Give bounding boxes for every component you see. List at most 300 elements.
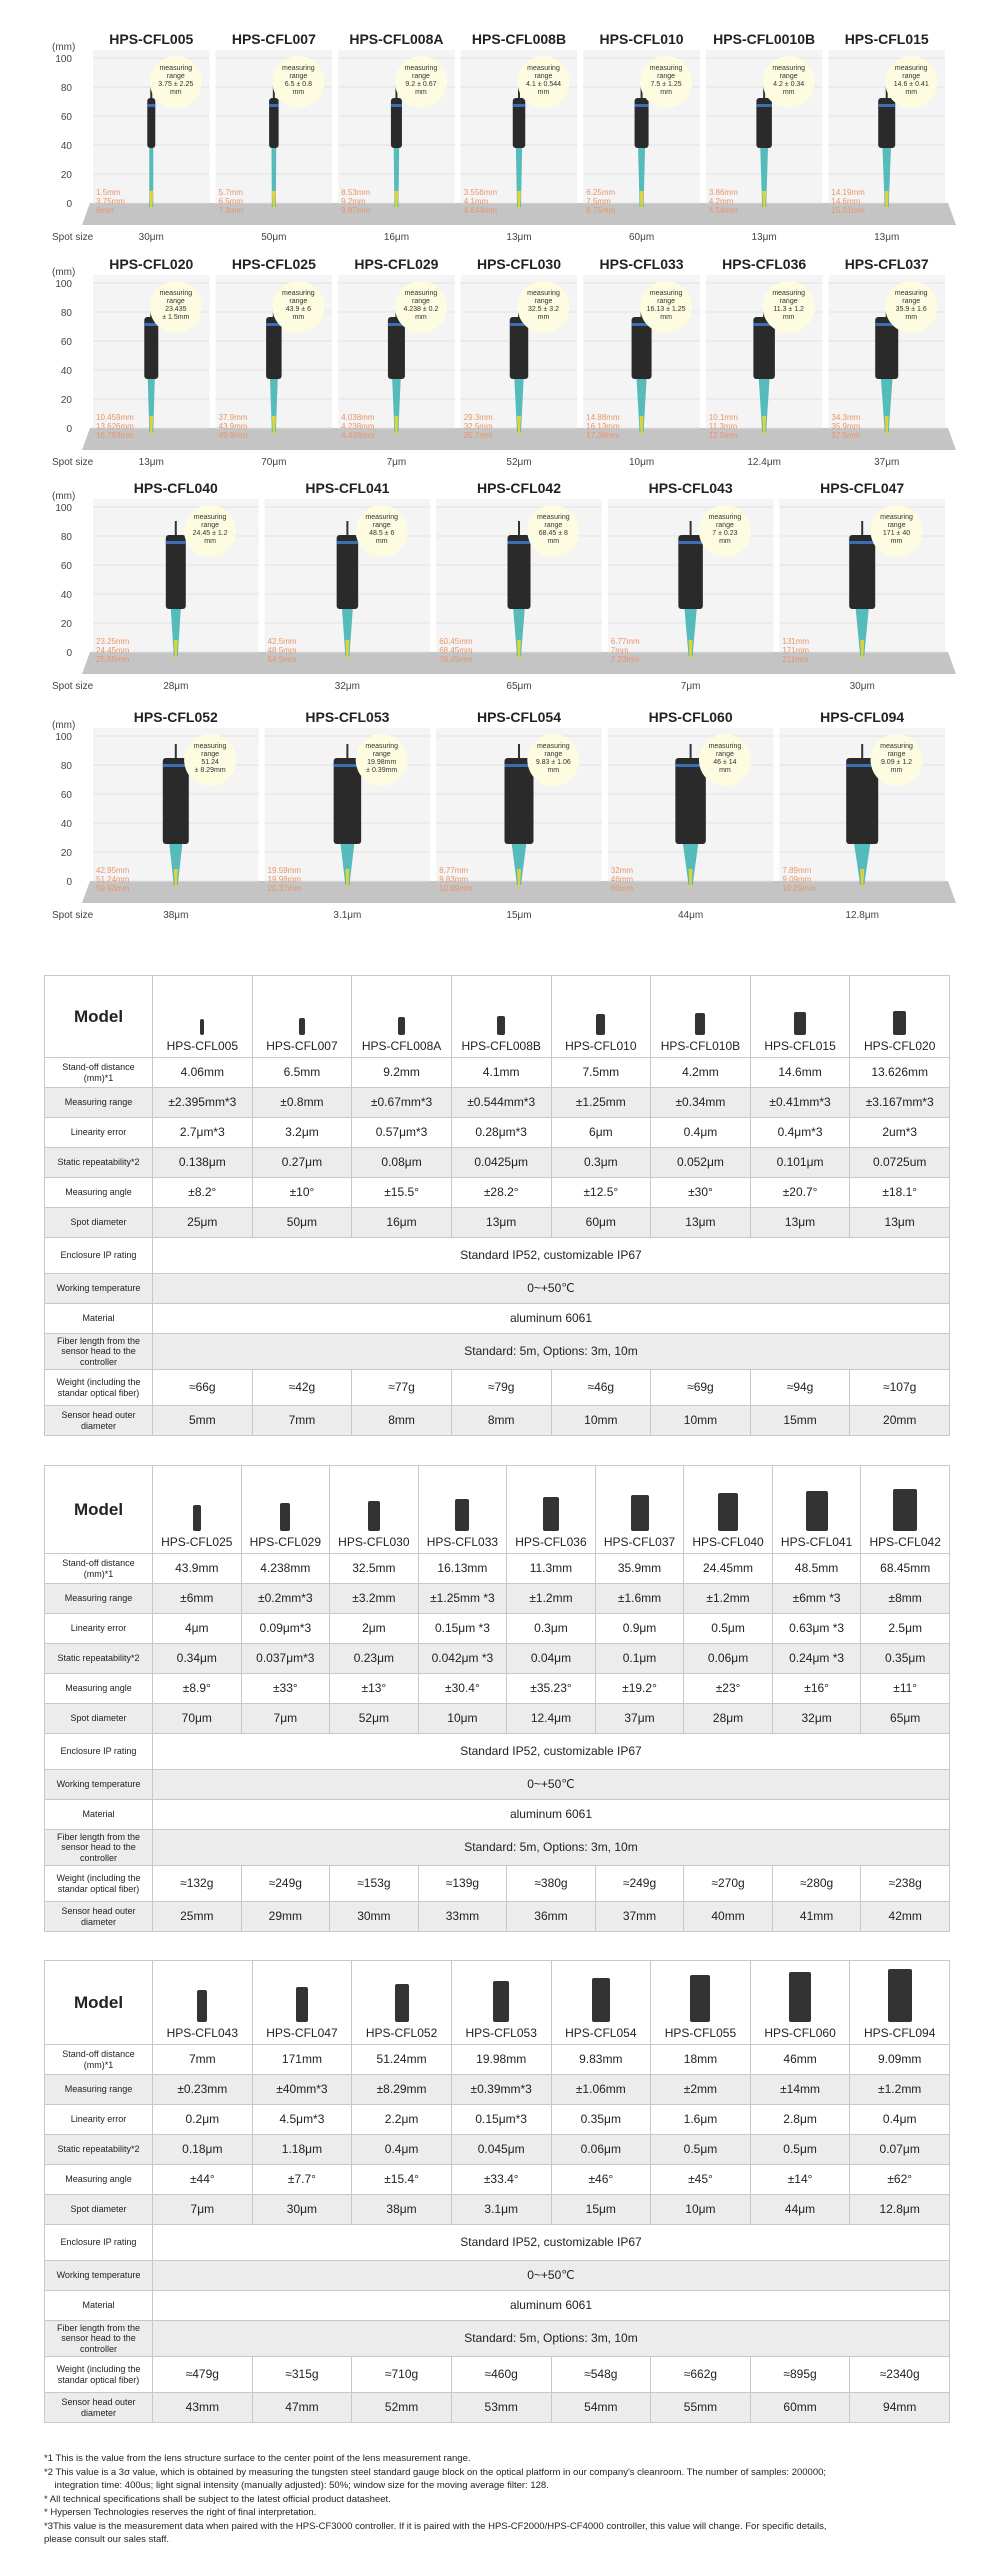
- sensor-head-icon: [893, 1489, 917, 1531]
- range-text: mm: [537, 89, 550, 96]
- range-text: 68.45 ± 8: [538, 530, 568, 537]
- range-text: measuring: [159, 65, 193, 72]
- sensor-band: [269, 104, 279, 107]
- spec-value: 1.6μm: [651, 2105, 751, 2135]
- spec-value: 0.2μm: [153, 2105, 253, 2135]
- sensor-head-icon: [200, 1019, 204, 1035]
- distance-label: 7.5mm: [586, 197, 611, 206]
- spec-value: ±7.7°: [252, 2165, 352, 2195]
- spec-value: 9.09mm: [850, 2045, 950, 2075]
- spot-size-label: Spot size: [52, 681, 94, 692]
- spec-row-weight: [45, 1866, 950, 1902]
- spec-table-2: [44, 1465, 950, 1932]
- sensor-head-icon: [197, 1990, 207, 2022]
- spec-value: 1.18μm: [252, 2135, 352, 2165]
- spec-value: ≈69g: [651, 1370, 751, 1406]
- spec-value: ±12.5°: [551, 1178, 651, 1208]
- range-text: 32.5 ± 3.2: [527, 306, 560, 313]
- spec-value: 43mm: [153, 2393, 253, 2423]
- spec-value: 0.9μm: [595, 1614, 684, 1644]
- spec-label: Fiber length from the sensor head to the controller: [45, 1334, 153, 1370]
- spec-value: 2.7μm*3: [153, 1118, 253, 1148]
- spec-row-weight: [45, 1370, 950, 1406]
- model-name: HPS-CFL007: [266, 1039, 338, 1054]
- range-text: measuring: [649, 65, 683, 72]
- range-text: range: [534, 298, 553, 305]
- spec-value: 0.57μm*3: [352, 1118, 452, 1148]
- spec-row-linearity: [45, 1118, 950, 1148]
- model-header-cell: [451, 1961, 551, 2045]
- sensor-head-icon: [543, 1497, 559, 1531]
- spec-value: 0.052μm: [651, 1148, 751, 1178]
- spec-value: ≈77g: [352, 1370, 452, 1406]
- model-header-cell: [850, 976, 950, 1058]
- range-text: mm: [890, 767, 903, 774]
- axis-unit: (mm): [52, 42, 76, 53]
- distance-label: 6.5mm: [218, 197, 244, 206]
- distance-label: 7.89mm: [782, 866, 812, 875]
- spec-value: ±0.34mm: [651, 1088, 751, 1118]
- spec-value: 4.1mm: [451, 1058, 551, 1088]
- spec-value: 7μm: [153, 2195, 253, 2225]
- spec-value: 52mm: [352, 2393, 452, 2423]
- model-name: HPS-CFL010B: [660, 1039, 741, 1054]
- spec-value: 41mm: [772, 1902, 861, 1932]
- spec-value: ≈46g: [551, 1370, 651, 1406]
- range-text: range: [902, 73, 921, 80]
- range-text: measuring: [404, 65, 438, 72]
- spec-value: ±2.395mm*3: [153, 1088, 253, 1118]
- spec-value: 0.4μm: [352, 2135, 452, 2165]
- spec-label: Spot diameter: [45, 1704, 153, 1734]
- model-header-cell: [507, 1466, 596, 1554]
- spec-label: Enclosure IP rating: [45, 1238, 153, 1274]
- distance-label: 14.6mm: [831, 197, 861, 206]
- range-text: measuring: [880, 514, 913, 521]
- spec-value: ±6mm: [153, 1584, 242, 1614]
- model-name: HPS-CFL047: [266, 2026, 338, 2041]
- spec-label: Linearity error: [45, 1614, 153, 1644]
- spec-value: 30μm: [252, 2195, 352, 2225]
- spec-row-temp: [45, 2261, 950, 2291]
- spec-value: 10μm: [651, 2195, 751, 2225]
- spec-label: Weight (including the standar optical fiber): [45, 2357, 153, 2393]
- spec-value: 16μm: [352, 1208, 452, 1238]
- spec-row-temp: [45, 1770, 950, 1800]
- spec-row-range: [45, 1584, 950, 1614]
- spec-value: 54mm: [551, 2393, 651, 2423]
- distance-label: 42.5mm: [267, 637, 297, 646]
- model-header-label: Model: [45, 976, 153, 1058]
- range-text: 19.98mm: [367, 759, 397, 766]
- spec-label: Stand-off distance (mm)*1: [45, 2045, 153, 2075]
- spec-value: 29mm: [241, 1902, 330, 1932]
- spec-value: 0.27μm: [252, 1148, 352, 1178]
- distance-label: 35.7mm: [463, 431, 493, 440]
- spec-value: 3.2μm: [252, 1118, 352, 1148]
- distance-label: 32mm: [610, 866, 634, 875]
- axis-tick-label: 0: [66, 424, 72, 435]
- spot-size-label: Spot size: [52, 457, 94, 468]
- spec-row-diameter: [45, 1902, 950, 1932]
- sensor-head-icon: [888, 1969, 912, 2022]
- spec-value: ±30°: [651, 1178, 751, 1208]
- product-model-title: HPS-CFL040: [133, 480, 218, 496]
- model-header-cell: [772, 1466, 861, 1554]
- range-text: range: [544, 522, 563, 529]
- distance-label: 10.89mm: [439, 884, 473, 893]
- spec-value: 0.5μm: [750, 2135, 850, 2165]
- spot-size-label: Spot size: [52, 232, 94, 243]
- spot-size-value: 38μm: [163, 910, 189, 921]
- spec-label: Fiber length from the sensor head to the controller: [45, 2321, 153, 2357]
- spec-value: 0.045μm: [451, 2135, 551, 2165]
- distance-label: 37.9mm: [218, 413, 248, 422]
- range-text: range: [372, 522, 391, 529]
- model-header-cell: [451, 976, 551, 1058]
- range-text: 6.5 ± 0.8: [284, 81, 312, 88]
- spec-label: Enclosure IP rating: [45, 1734, 153, 1770]
- model-name: HPS-CFL020: [864, 1039, 936, 1054]
- axis-tick-label: 60: [60, 790, 72, 801]
- sensor-head-icon: [592, 1978, 610, 2022]
- footnote-line: * Hypersen Technologies reserves the right of final interpretation.: [44, 2507, 317, 2518]
- range-text: range: [715, 522, 734, 529]
- distance-label: 76.45mm: [439, 655, 473, 664]
- range-text: mm: [415, 314, 427, 321]
- spec-value: ±1.2mm: [507, 1584, 596, 1614]
- spec-value: ≈249g: [241, 1866, 330, 1902]
- spec-value: ±16°: [772, 1674, 861, 1704]
- sensor-band: [508, 541, 531, 544]
- spec-value: 0.5μm: [684, 1614, 773, 1644]
- range-text: measuring: [365, 743, 399, 750]
- spot-size-value: 12.8μm: [845, 910, 879, 921]
- spec-value: 3.1μm: [451, 2195, 551, 2225]
- range-text: range: [887, 522, 906, 529]
- range-text: 3.75 ± 2.25: [158, 81, 194, 88]
- model-name: HPS-CFL036: [515, 1535, 587, 1550]
- spec-value: ±15.5°: [352, 1178, 452, 1208]
- distance-label: 9.83mm: [439, 875, 469, 884]
- sensor-band: [391, 104, 402, 107]
- spot-size-value: 7μm: [680, 681, 701, 692]
- spec-value: ±6mm *3: [772, 1584, 861, 1614]
- spec-row-linearity: [45, 1614, 950, 1644]
- spec-value: 8mm: [352, 1406, 452, 1436]
- sensor-head-icon: [893, 1011, 905, 1035]
- spec-value: 7mm: [252, 1406, 352, 1436]
- spec-value: 7μm: [241, 1704, 330, 1734]
- distance-label: 4.038mm: [341, 413, 375, 422]
- spot-size-value: 13μm: [751, 232, 777, 243]
- spec-value: 16.13mm: [418, 1554, 507, 1584]
- spec-value: 37mm: [595, 1902, 684, 1932]
- model-name: HPS-CFL029: [249, 1535, 321, 1550]
- spec-value: 14.6mm: [750, 1058, 850, 1088]
- spec-value: ±3.2mm: [330, 1584, 419, 1614]
- spec-label: Stand-off distance (mm)*1: [45, 1058, 153, 1088]
- spec-value: aluminum 6061: [153, 1800, 950, 1830]
- sensor-head-icon: [695, 1013, 705, 1035]
- spec-value: ±8.29mm: [352, 2075, 452, 2105]
- axis-tick-label: 80: [60, 308, 72, 319]
- spec-label: Working temperature: [45, 1770, 153, 1800]
- distance-label: 42.95mm: [96, 866, 130, 875]
- range-text: mm: [547, 767, 560, 774]
- spec-value: 0.4μm: [651, 1118, 751, 1148]
- model-name: HPS-CFL037: [603, 1535, 676, 1550]
- range-text: mm: [169, 89, 182, 96]
- sensor-head-icon: [193, 1505, 201, 1531]
- range-text: measuring: [404, 290, 438, 297]
- spec-table-1: [44, 975, 950, 1436]
- distance-label: 4.2mm: [708, 197, 734, 206]
- spot-size-value: 44μm: [677, 910, 704, 921]
- range-text: mm: [782, 89, 795, 96]
- distance-label: 6.25mm: [586, 188, 616, 197]
- distance-label: 9.2mm: [341, 197, 366, 206]
- range-text: measuring: [880, 743, 913, 750]
- range-text: 48.5 ± 6: [369, 530, 395, 537]
- model-name: HPS-CFL053: [465, 2026, 537, 2041]
- product-model-title: HPS-CFL007: [231, 31, 316, 47]
- distance-label: 8.77mm: [439, 866, 469, 875]
- distance-label: 171mm: [782, 646, 810, 655]
- spec-row-material: [45, 1800, 950, 1830]
- axis-tick-label: 20: [60, 619, 72, 630]
- range-text: 51.24: [201, 759, 219, 766]
- distance-label: 4.54mm: [708, 206, 738, 215]
- spec-value: Standard IP52, customizable IP67: [153, 1238, 950, 1274]
- spec-value: ±40mm*3: [252, 2075, 352, 2105]
- range-text: range: [887, 751, 906, 758]
- spec-value: 13μm: [451, 1208, 551, 1238]
- spec-label: Weight (including the standar optical fiber): [45, 1370, 153, 1406]
- sensor-head-icon: [596, 1014, 605, 1035]
- range-text: range: [201, 751, 220, 758]
- spec-label: Spot diameter: [45, 2195, 153, 2225]
- range-text: range: [779, 298, 798, 305]
- range-text: 9.2 ± 0.67: [405, 81, 437, 88]
- distance-label: 3.86mm: [708, 188, 738, 197]
- spec-value: 2.8μm: [750, 2105, 850, 2135]
- range-text: measuring: [894, 65, 928, 72]
- model-header-cell: [651, 1961, 751, 2045]
- range-text: measuring: [772, 65, 806, 72]
- spec-row-spot: [45, 2195, 950, 2225]
- spec-value: ±0.23mm: [153, 2075, 253, 2105]
- range-text: mm: [905, 314, 918, 321]
- axis-tick-label: 20: [60, 395, 72, 406]
- spec-value: ±30.4°: [418, 1674, 507, 1704]
- model-name: HPS-CFL010: [565, 1039, 637, 1054]
- spec-value: 0.63μm *3: [772, 1614, 861, 1644]
- range-text: measuring: [193, 514, 227, 521]
- spec-value: 11.3mm: [507, 1554, 596, 1584]
- spec-value: ≈380g: [507, 1866, 596, 1902]
- sensor-head-icon: [144, 317, 158, 379]
- sensor-band: [166, 541, 186, 544]
- model-header-cell: [684, 1466, 773, 1554]
- spec-value: ±19.2°: [595, 1674, 684, 1704]
- spec-value: 0~+50℃: [153, 2261, 950, 2291]
- spec-value: 2.5μm: [861, 1614, 950, 1644]
- spec-table-3: [44, 1960, 950, 2423]
- range-text: 16.13 ± 1.25: [646, 306, 686, 313]
- figure-row: [52, 31, 956, 243]
- footnote-line: *3This value is the measurement data when paired with the HPS-CF3000 controller. If it is paired with the HPS-CF2000/HPS-CF4000 controller, this value will change. For specific details,: [44, 2520, 827, 2532]
- sensor-band: [878, 104, 895, 107]
- spec-value: 10μm: [418, 1704, 507, 1734]
- figure-row: [52, 480, 956, 692]
- sensor-head-icon: [337, 535, 359, 609]
- distance-label: 9.09mm: [782, 875, 812, 884]
- spec-value: 25mm: [153, 1902, 242, 1932]
- distance-label: 211mm: [782, 655, 809, 664]
- spec-value: 43.9mm: [153, 1554, 242, 1584]
- distance-label: 4.438mm: [341, 431, 375, 440]
- axis-tick-label: 80: [60, 761, 72, 772]
- spec-value: 0.09μm*3: [241, 1614, 330, 1644]
- sensor-band: [337, 541, 359, 544]
- model-header-cell: [252, 976, 352, 1058]
- spec-value: 2.2μm: [352, 2105, 452, 2135]
- spec-value: 47mm: [252, 2393, 352, 2423]
- spec-value: ±0.8mm: [252, 1088, 352, 1118]
- spot-size-value: 3.1μm: [333, 910, 362, 921]
- range-text: range: [779, 73, 798, 80]
- range-text: range: [657, 73, 676, 80]
- axis-tick-label: 40: [60, 366, 72, 377]
- spec-value: ±3.167mm*3: [850, 1088, 950, 1118]
- distance-label: 3.556mm: [463, 188, 498, 197]
- spot-size-value: 28μm: [163, 681, 189, 692]
- spec-row-range: [45, 1088, 950, 1118]
- spec-value: 0.3μm: [507, 1614, 596, 1644]
- product-model-title: HPS-CFL030: [476, 256, 562, 272]
- spec-value: 0.0725um: [850, 1148, 950, 1178]
- range-text: measuring: [536, 743, 570, 750]
- range-text: mm: [782, 314, 795, 321]
- spec-value: ≈107g: [850, 1370, 950, 1406]
- axis-tick-label: 20: [60, 170, 72, 181]
- spec-value: 0.138μm: [153, 1148, 253, 1178]
- range-text: 4.2 ± 0.34: [773, 81, 805, 88]
- sensor-band: [756, 104, 772, 107]
- spec-row-standoff: [45, 1058, 950, 1088]
- spec-row-angle: [45, 1178, 950, 1208]
- spec-label: Spot diameter: [45, 1208, 153, 1238]
- spec-value: 13μm: [651, 1208, 751, 1238]
- spec-row-standoff: [45, 1554, 950, 1584]
- sensor-head-icon: [789, 1972, 811, 2022]
- sensor-head-icon: [508, 535, 531, 609]
- spec-value: 0.4μm: [850, 2105, 950, 2135]
- spec-value: 42mm: [861, 1902, 950, 1932]
- product-model-title: HPS-CFL029: [354, 256, 439, 272]
- range-text: range: [411, 298, 430, 305]
- range-text: measuring: [527, 290, 560, 297]
- axis-tick-label: 80: [60, 83, 72, 94]
- model-header-cell: [241, 1466, 330, 1554]
- model-header-row: [45, 1466, 950, 1554]
- spec-value: ±15.4°: [352, 2165, 452, 2195]
- model-name: HPS-CFL052: [365, 2026, 438, 2041]
- distance-label: 35.9mm: [831, 422, 861, 431]
- range-text: measuring: [282, 65, 315, 72]
- axis-tick-label: 0: [66, 648, 72, 659]
- model-header-cell: [750, 976, 850, 1058]
- spec-value: 0~+50℃: [153, 1770, 950, 1800]
- spec-value: 0.35μm: [861, 1644, 950, 1674]
- spec-value: ≈548g: [551, 2357, 651, 2393]
- distance-label: 25.65mm: [96, 655, 130, 664]
- spec-value: 13μm: [850, 1208, 950, 1238]
- range-text: range: [411, 73, 430, 80]
- sensor-head-icon: [455, 1499, 469, 1531]
- range-text: 35.9 ± 1.6: [895, 306, 927, 313]
- product-model-title: HPS-CFL052: [133, 709, 218, 725]
- range-text: 4.1 ± 0.544: [526, 81, 562, 88]
- model-header-label: Model: [45, 1961, 153, 2045]
- spec-value: ≈479g: [153, 2357, 253, 2393]
- spec-value: 94mm: [850, 2393, 950, 2423]
- spot-size-value: 30μm: [138, 232, 164, 243]
- spec-value: ±0.67mm*3: [352, 1088, 452, 1118]
- spec-value: ≈94g: [750, 1370, 850, 1406]
- spec-value: 4.238mm: [241, 1554, 330, 1584]
- model-header-cell: [551, 1961, 651, 2045]
- model-name: HPS-CFL060: [764, 2026, 836, 2041]
- range-text: 171 ± 40: [882, 530, 911, 537]
- model-header-cell: [651, 976, 751, 1058]
- spec-value: ±0.544mm*3: [451, 1088, 551, 1118]
- spec-value: 0.037μm*3: [241, 1644, 330, 1674]
- spot-size-value: 60μm: [628, 232, 655, 243]
- spot-size-value: 65μm: [506, 681, 532, 692]
- spec-value: 2μm: [330, 1614, 419, 1644]
- sensor-band: [635, 104, 649, 107]
- model-header-row: [45, 1961, 950, 2045]
- distance-label: 131mm: [782, 637, 810, 646]
- model-header-cell: [153, 1961, 253, 2045]
- distance-label: 7.3mm: [218, 206, 244, 215]
- spec-value: 60mm: [750, 2393, 850, 2423]
- range-text: 14.6 ± 0.41: [893, 81, 929, 88]
- spec-value: ±14mm: [750, 2075, 850, 2105]
- spec-value: ≈710g: [352, 2357, 452, 2393]
- spec-value: 6μm: [551, 1118, 651, 1148]
- range-text: 24.45 ± 1.2: [192, 530, 228, 537]
- spot-size-value: 15μm: [506, 910, 532, 921]
- spec-value: 32.5mm: [330, 1554, 419, 1584]
- range-text: mm: [292, 314, 305, 321]
- model-name: HPS-CFL008A: [361, 1039, 442, 1054]
- distance-label: 20.37mm: [267, 884, 301, 893]
- spec-value: ±1.25mm: [551, 1088, 651, 1118]
- sensor-head-icon: [280, 1503, 290, 1531]
- spec-row-ip: [45, 2225, 950, 2261]
- spec-value: Standard: 5m, Options: 3m, 10m: [153, 2321, 950, 2357]
- product-model-title: HPS-CFL041: [305, 480, 390, 496]
- range-text: mm: [890, 538, 903, 545]
- distance-label: 51.24mm: [96, 875, 130, 884]
- distance-label: 49.9mm: [218, 431, 248, 440]
- range-text: 23.435: [165, 306, 187, 313]
- range-text: range: [289, 73, 308, 80]
- model-name: HPS-CFL025: [161, 1535, 233, 1550]
